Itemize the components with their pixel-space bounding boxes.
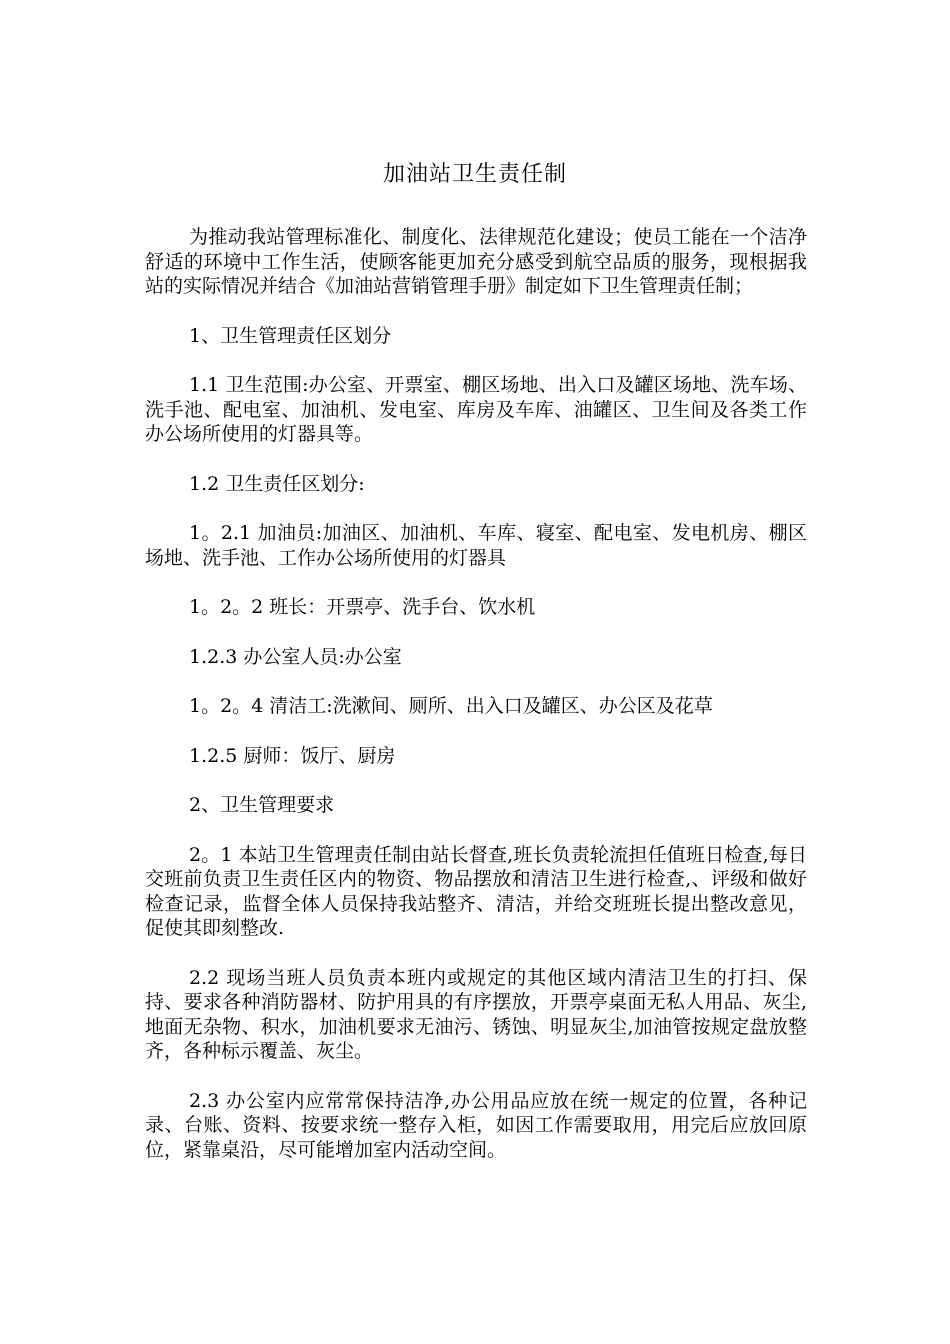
section-heading-1: 1、卫生管理责任区划分 [189, 324, 392, 347]
paragraph-1-2: 1.2 卫生责任区划分: [189, 472, 365, 495]
paragraph-2-1: 2。1 本站卫生管理责任制由站长督查,班长负责轮流担任值班日检查,每日交班前负责卫生责任区内的物资、物品摆放和清洁卫生进行检查,、评级和做好检查记录，监督全体人员保持我站整齐、清洁，并给交班班长提出整改意见，促使其即刻整改. [145, 843, 807, 939]
paragraph-2-3: 2.3 办公室内应常常保持洁净,办公用品应放在统一规定的位置，各种记录、台账、资料、按要求统一整存入柜，如因工作需要取用，用完后应放回原位，紧靠桌沿，尽可能增加室内活动空间。 [145, 1089, 807, 1161]
paragraph-1-1: 1.1 卫生范围:办公室、开票室、棚区场地、出入口及罐区场地、洗车场、洗手池、配电室、加油机、发电室、库房及车库、油罐区、卫生间及各类工作办公场所使用的灯器具等。 [145, 374, 807, 445]
paragraph-1-2-3: 1.2.3 办公室人员:办公室 [189, 645, 402, 668]
paragraph-1-2-5: 1.2.5 厨师：饭厅、厨房 [189, 744, 396, 767]
paragraph-1-2-1: 1。2.1 加油员:加油区、加油机、车库、寝室、配电室、发电机房、棚区场地、洗手池、工作办公场所使用的灯器具 [145, 522, 807, 569]
intro-paragraph: 为推动我站管理标准化、制度化、法律规范化建设；使员工能在一个洁净舒适的环境中工作生活，使顾客能更加充分感受到航空品质的服务，现根据我站的实际情况并结合《加油站营销管理手册》制定如下卫生管理责任制； [145, 226, 807, 297]
section-heading-2: 2、卫生管理要求 [189, 794, 335, 816]
paragraph-1-2-2: 1。2。2 班长：开票亭、洗手台、饮水机 [189, 596, 536, 618]
document-title: 加油站卫生责任制 [382, 162, 567, 187]
paragraph-2-2: 2.2 现场当班人员负责本班内或规定的其他区域内清洁卫生的打扫、保持、要求各种消防器材、防护用具的有序摆放，开票亭桌面无私人用品、灰尘,地面无杂物、积水，加油机要求无油污、锈蚀、明显灰尘,加油管按规定盘放整齐，各种标示覆盖、灰尘。 [145, 966, 807, 1062]
document-body [145, 225, 807, 1187]
paragraph-1-2-4: 1。2。4 清洁工:洗漱间、厕所、出入口及罐区、办公区及花草 [189, 695, 713, 717]
